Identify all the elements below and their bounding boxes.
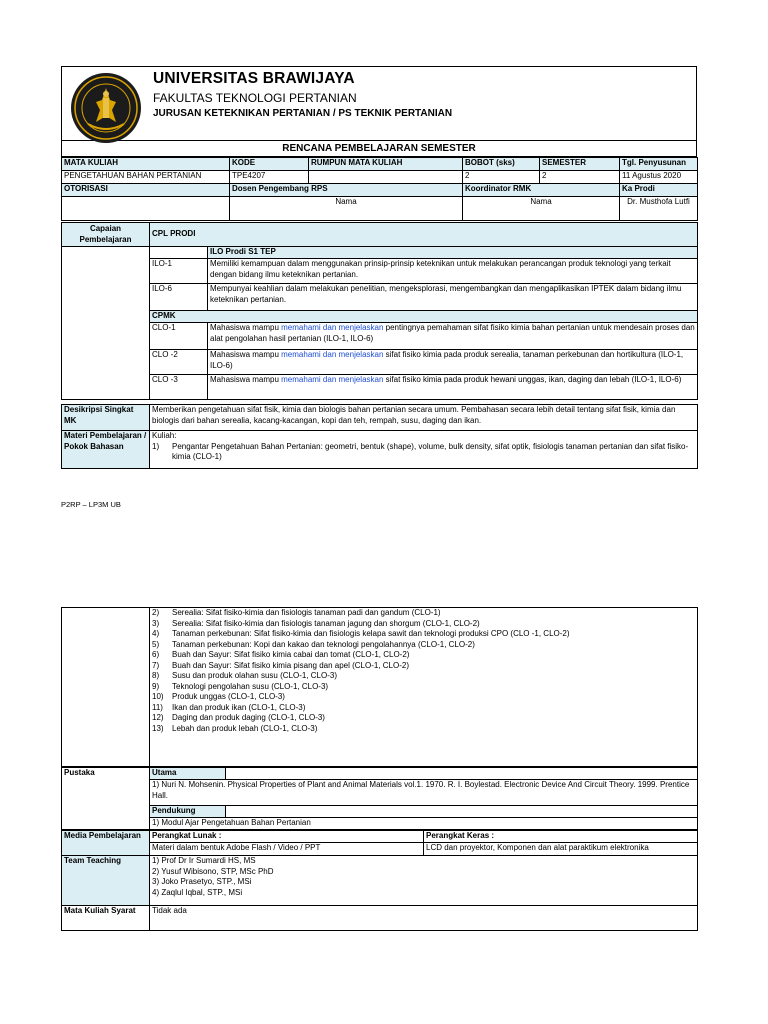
label-dosen-pengembang: Dosen Pengembang RPS bbox=[230, 184, 463, 197]
list-item: 4) Tanaman perkebunan: Sifat fisiko-kimia dan fisiologis kelapa sawit dan teknologi produksi CPO (CLO -1, CLO-2) bbox=[152, 629, 570, 638]
perangkat-keras-value: LCD dan proyektor, Komponen dan alat paraktikum elektronika bbox=[424, 843, 698, 856]
list-item: 3) Serealia: Sifat fisiko-kimia dan fisiologis tanaman jagung dan shorgum (CLO-1, CLO-2) bbox=[152, 618, 480, 628]
materi-continued-content bbox=[150, 608, 698, 767]
materi-list-p2 bbox=[152, 608, 695, 734]
list-item: 6) Buah dan Sayur: Sifat fisiko kimia cabai dan tomat (CLO-1, CLO-2) bbox=[152, 650, 410, 659]
list-item: 7) Buah dan Sayur: Sifat fisiko kimia pisang dan apel (CLO-1, CLO-2) bbox=[152, 660, 410, 670]
document-title: RENCANA PEMBELAJARAN SEMESTER bbox=[61, 141, 697, 157]
team-member: 1) Prof Dr Ir Sumardi HS, MS bbox=[152, 856, 256, 865]
clo-text: Mahasiswa mampu memahami dan menjelaskan sifat fisiko kimia pada produk serealia, tanaman perkebunan dan hortikultura (ILO-1, ILO-6) bbox=[208, 350, 698, 375]
label-utama: Utama bbox=[150, 768, 226, 780]
list-item: 10) Produk unggas (CLO-1, CLO-3) bbox=[152, 692, 285, 701]
label-semester: SEMESTER bbox=[540, 158, 620, 171]
pustaka-utama-text: 1) Nuri N. Mohsenin. Physical Properties of Plant and Animal Materials vol.1. 1970. R. I. Boylestad. Electronic Device And Circuit Theory. 1999. Prentice Hall. bbox=[150, 780, 698, 806]
label-team-teaching: Team Teaching bbox=[62, 856, 150, 906]
description-text: Memberikan pengetahuan sifat fisik, kimia dan biologis bahan pertanian secara umum. Pembahasan secara lebih detail tentang sifat fisik, kimia dan biologis dari bahan serealia, kacang-kacangan, kopi dan teh, rempah, susu, daging dan ikan. bbox=[150, 405, 698, 431]
pustaka-table bbox=[61, 767, 698, 830]
team-member: 2) Yusuf Wibisono, STP, MSc PhD bbox=[152, 866, 274, 876]
label-mata-kuliah: MATA KULIAH bbox=[62, 158, 230, 171]
label-otorisasi: OTORISASI bbox=[62, 184, 230, 197]
ilo-text: Memiliki kemampuan dalam menggunakan prinsip-prinsip keteknikan untuk melakukan perancangan produk teknologi yang terkait dengan bidang ilmu keteknikan pertanian. bbox=[208, 259, 698, 284]
label-cpl-prodi: CPL PRODI bbox=[150, 223, 698, 247]
list-item: 13) Lebah dan produk lebah (CLO-1, CLO-3) bbox=[152, 723, 318, 733]
ilo-header-spacer bbox=[150, 247, 208, 259]
list-item: 11) Ikan dan produk ikan (CLO-1, CLO-3) bbox=[152, 702, 306, 712]
label-pendukung: Pendukung bbox=[150, 806, 226, 818]
clo-code: CLO -2 bbox=[150, 350, 208, 375]
pustaka-pendukung-text: 1) Modul Ajar Pengetahuan Bahan Pertanian bbox=[150, 818, 698, 830]
university-logo bbox=[70, 72, 142, 144]
label-pustaka: Pustaka bbox=[62, 768, 150, 830]
department-name: JURUSAN KETEKNIKAN PERTANIAN / PS TEKNIK PERTANIAN bbox=[153, 108, 453, 119]
label-ka-prodi: Ka Prodi bbox=[620, 184, 698, 197]
name-koordinator-rmk: Nama bbox=[463, 197, 620, 221]
team-members bbox=[150, 856, 698, 906]
label-kode: KODE bbox=[230, 158, 309, 171]
team-member: 4) Zaqlul Iqbal, STP., MSi bbox=[152, 887, 243, 897]
ilo-text: Mempunyai keahlian dalam melakukan penelitian, mengeksplorasi, mengembangkan dan mengaplikasikan IPTEK dalam bidang ilmu keteknikan pertanian. bbox=[208, 284, 698, 311]
label-perangkat-keras: Perangkat Keras : bbox=[424, 831, 698, 843]
list-item: 12) Daging dan produk daging (CLO-1, CLO-3) bbox=[152, 713, 325, 722]
university-name: UNIVERSITAS BRAWIJAYA bbox=[153, 70, 355, 87]
label-media: Media Pembelajaran bbox=[62, 831, 150, 856]
value-semester: 2 bbox=[540, 171, 620, 184]
list-item: 1) Pengantar Pengetahuan Bahan Pertanian: geometri, bentuk (shape), volume, bulk density, sifat optik, fisiologis tanaman pertanian dan sifat fisiko-kimia (CLO-1) bbox=[152, 441, 689, 461]
document-header bbox=[61, 66, 697, 141]
list-item: 2) Serealia: Sifat fisiko-kimia dan fisiologis tanaman padi dan gandum (CLO-1) bbox=[152, 608, 441, 617]
value-bobot: 2 bbox=[463, 171, 540, 184]
utama-spacer bbox=[226, 768, 698, 780]
ilo-header: ILO Prodi S1 TEP bbox=[208, 247, 698, 259]
value-tgl-penyusunan: 11 Agustus 2020 bbox=[620, 171, 698, 184]
label-tgl-penyusunan: Tgl. Penyusunan bbox=[620, 158, 698, 171]
label-mata-kuliah-syarat: Mata Kuliah Syarat bbox=[62, 906, 150, 931]
materi-continued-table bbox=[61, 607, 698, 767]
list-item: 5) Tanaman perkebunan: Kopi dan kakao dan teknologi pengolahannya (CLO-1, CLO-2) bbox=[152, 639, 475, 649]
list-item: 8) Susu dan produk olahan susu (CLO-1, CLO-3) bbox=[152, 671, 337, 680]
materi-list-p1 bbox=[152, 442, 695, 463]
cpmk-header: CPMK bbox=[150, 311, 698, 323]
course-info-table bbox=[61, 157, 698, 221]
name-ka-prodi: Dr. Musthofa Lutfi bbox=[620, 197, 698, 221]
cpl-table bbox=[61, 222, 698, 400]
value-rumpun bbox=[309, 171, 463, 184]
clo-code: CLO -3 bbox=[150, 375, 208, 400]
ilo-code: ILO-6 bbox=[150, 284, 208, 311]
page-footer: P2RP – LP3M UB bbox=[61, 500, 121, 509]
name-dosen-pengembang: Nama bbox=[230, 197, 463, 221]
clo-text: Mahasiswa mampu memahami dan menjelaskan pentingnya pemahaman sifat fisiko kimia bahan pertanian untuk mendesain proses dan alat pengolahan hasil pertanian (ILO-1, ILO-6) bbox=[208, 323, 698, 350]
value-kode: TPE4207 bbox=[230, 171, 309, 184]
value-mata-kuliah: PENGETAHUAN BAHAN PERTANIAN bbox=[62, 171, 230, 184]
description-table bbox=[61, 404, 698, 469]
materi-intro: Kuliah: bbox=[152, 431, 177, 440]
media-table bbox=[61, 830, 698, 856]
faculty-name: FAKULTAS TEKNOLOGI PERTANIAN bbox=[153, 91, 357, 105]
label-capaian-pembelajaran: Capaian Pembelajaran bbox=[62, 223, 150, 247]
label-materi: Materi Pembelajaran / Pokok Bahasan bbox=[62, 431, 150, 469]
team-member: 3) Joko Prasetyo, STP., MSi bbox=[152, 877, 252, 886]
label-koordinator-rmk: Koordinator RMK bbox=[463, 184, 620, 197]
label-deskripsi: Desikripsi Singkat MK bbox=[62, 405, 150, 431]
prereq-value: Tidak ada bbox=[150, 906, 698, 931]
materi-continued-left bbox=[62, 608, 150, 767]
clo-text: Mahasiswa mampu memahami dan menjelaskan sifat fisiko kimia pada produk hewani unggas, ikan, daging dan lebah (ILO-1, ILO-6) bbox=[208, 375, 698, 400]
ilo-code: ILO-1 bbox=[150, 259, 208, 284]
label-rumpun: RUMPUN MATA KULIAH bbox=[309, 158, 463, 171]
team-table bbox=[61, 855, 698, 931]
perangkat-lunak-value: Materi dalam bentuk Adobe Flash / Video / PPT bbox=[150, 843, 424, 856]
label-bobot: BOBOT (sks) bbox=[463, 158, 540, 171]
otorisasi-empty bbox=[62, 197, 230, 221]
clo-code: CLO-1 bbox=[150, 323, 208, 350]
cpl-left-empty bbox=[62, 247, 150, 400]
materi-content bbox=[150, 431, 698, 469]
label-perangkat-lunak: Perangkat Lunak : bbox=[150, 831, 424, 843]
pendukung-spacer bbox=[226, 806, 698, 818]
list-item: 9) Teknologi pengolahan susu (CLO-1, CLO-3) bbox=[152, 681, 329, 691]
